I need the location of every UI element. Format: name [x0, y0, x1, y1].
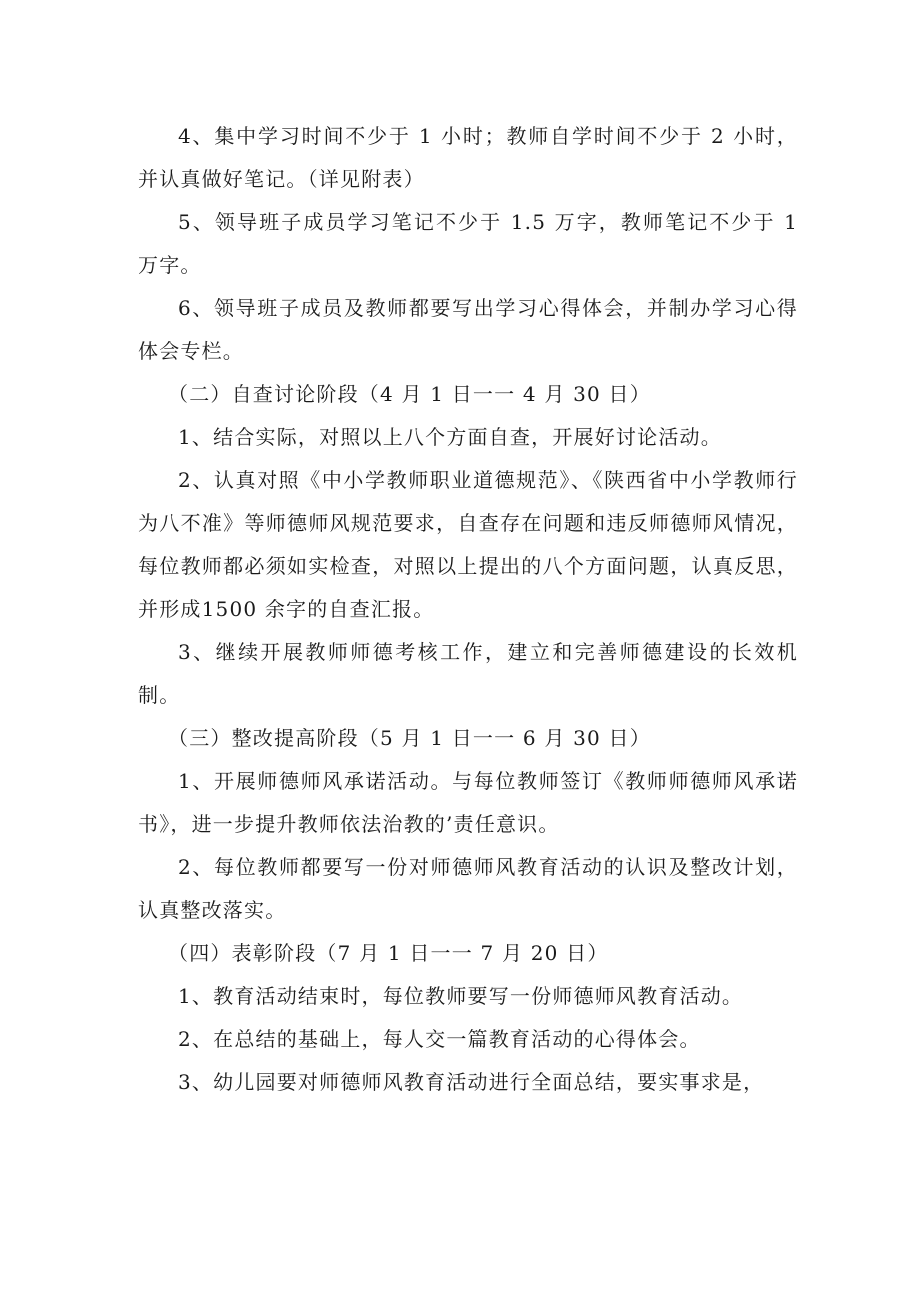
- paragraph-pledge: 1、开展师德师风承诺活动。与每位教师签订《教师师德师风承诺书》，进一步提升教师依法治教的’责任意识。: [138, 769, 798, 836]
- paragraph-study-time: 4、集中学习时间不少于 1 小时；教师自学时间不少于 2 小时，并认真做好笔记。（详见附表）: [138, 124, 798, 191]
- paragraph-assessment: 3、继续开展教师师德考核工作，建立和完善师德建设的长效机制。: [138, 640, 798, 707]
- paragraph-activity-end: 1、教育活动结束时，每位教师要写一份师德师风教育活动。: [178, 984, 744, 1008]
- section-heading-commendation: （四）表彰阶段（7 月 1 日一一 7 月 20 日）: [168, 941, 609, 965]
- section-heading-rectification: （三）整改提高阶段（5 月 1 日一一 6 月 30 日）: [168, 726, 651, 750]
- section-heading-self-check: （二）自查讨论阶段（4 月 1 日一一 4 月 30 日）: [168, 382, 651, 406]
- document-body: [138, 115, 798, 1104]
- paragraph-rectification-plan: 2、每位教师都要写一份对师德师风教育活动的认识及整改计划，认真整改落实。: [138, 855, 798, 922]
- paragraph-self-check-discussion: 1、结合实际，对照以上八个方面自查，开展好讨论活动。: [178, 425, 722, 449]
- paragraph-norms-comparison: 2、认真对照《中小学教师职业道德规范》、《陕西省中小学教师行为八不准》等师德师风规范要求，自查存在问题和违反师德师风情况，每位教师都必须如实检查，对照以上提出的八个方面问题，认真反思，并形成1500 余字的自查汇报。: [138, 468, 798, 621]
- paragraph-kindergarten-summary: 3、幼儿园要对师德师风教育活动进行全面总结，要实事求是，: [178, 1070, 765, 1094]
- paragraph-experience-writing: 6、领导班子成员及教师都要写出学习心得体会，并制办学习心得体会专栏。: [138, 296, 798, 363]
- paragraph-summary-experience: 2、在总结的基础上，每人交一篇教育活动的心得体会。: [178, 1027, 701, 1051]
- paragraph-notes-requirement: 5、领导班子成员学习笔记不少于 1.5 万字，教师笔记不少于 1 万字。: [138, 210, 798, 277]
